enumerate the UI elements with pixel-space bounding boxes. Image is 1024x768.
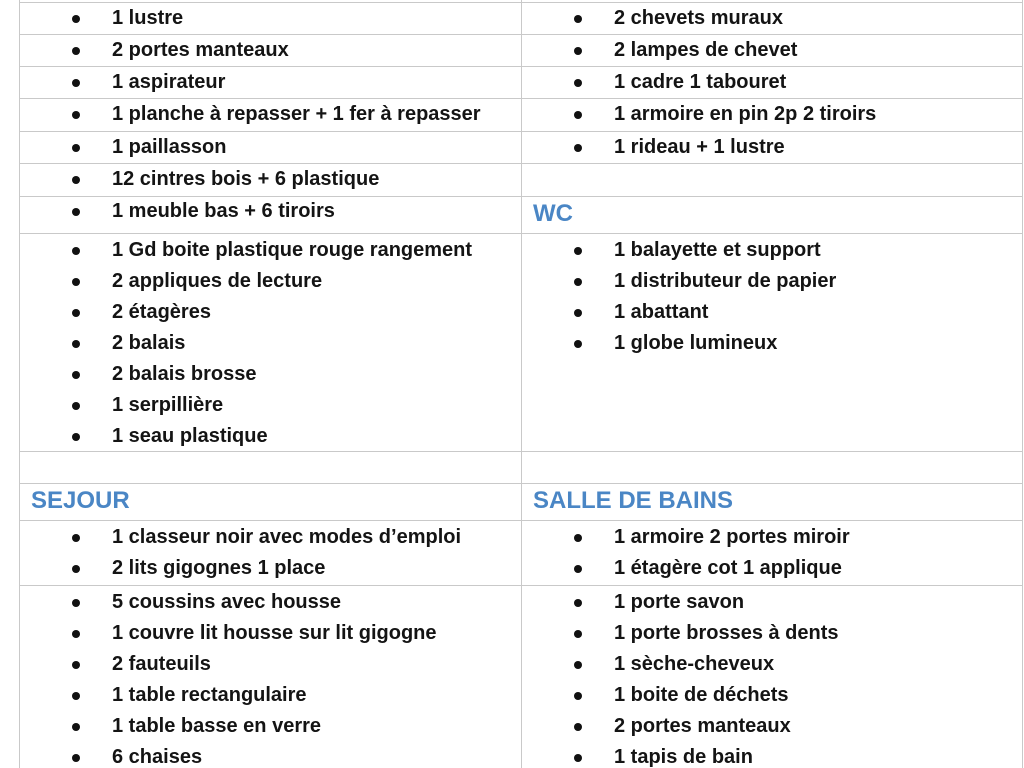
bullet-icon (72, 176, 80, 184)
section-heading-sejour: SEJOUR (31, 487, 130, 514)
sejour-list-a: 1 classeur noir avec modes d’emploi 2 lits gigognes 1 place (72, 522, 512, 584)
bullet-icon (72, 754, 80, 762)
bullet-icon (72, 309, 80, 317)
bullet-icon (574, 309, 582, 317)
bullet-icon (72, 111, 80, 119)
bullet-icon (72, 402, 80, 410)
table-border-left (19, 0, 20, 768)
table-border-right (1022, 0, 1023, 768)
left-block-2: 1 Gd boite plastique rouge rangement 2 appliques de lecture 2 étagères 2 balais 2 balais brosse 1 serpillière 1 seau plastique (72, 235, 512, 450)
section-heading-wc: WC (533, 200, 573, 227)
right-block-1: 2 chevets muraux 2 lampes de chevet 1 cadre 1 tabouret 1 armoire en pin 2p 2 tiroirs 1 rideau + 1 lustre (574, 3, 1014, 163)
bullet-icon (574, 723, 582, 731)
bullet-icon (574, 15, 582, 23)
bullet-icon (72, 692, 80, 700)
bullet-icon (574, 692, 582, 700)
bullet-icon (72, 433, 80, 441)
bullet-icon (72, 340, 80, 348)
bullet-icon (574, 340, 582, 348)
bullet-icon (574, 79, 582, 87)
bullet-icon (72, 599, 80, 607)
bullet-icon (72, 661, 80, 669)
bullet-icon (72, 278, 80, 286)
bullet-icon (574, 47, 582, 55)
salle-de-bains-list-a: 1 armoire 2 portes miroir 1 étagère cot 1 applique (574, 522, 1014, 584)
bullet-icon (72, 144, 80, 152)
bullet-icon (72, 534, 80, 542)
bullet-icon (72, 79, 80, 87)
bullet-icon (574, 247, 582, 255)
bullet-icon (72, 630, 80, 638)
bullet-icon (72, 723, 80, 731)
wc-list: 1 balayette et support 1 distributeur de papier 1 abattant 1 globe lumineux (574, 235, 1014, 365)
salle-de-bains-list-b: 1 porte savon 1 porte brosses à dents 1 sèche-cheveux 1 boite de déchets 2 portes manteaux 1 tapis de bain (574, 587, 1014, 768)
bullet-icon (574, 565, 582, 573)
bullet-icon (574, 534, 582, 542)
section-heading-salle-de-bains: SALLE DE BAINS (533, 487, 734, 514)
bullet-icon (72, 247, 80, 255)
bullet-icon (574, 754, 582, 762)
bullet-icon (72, 15, 80, 23)
bullet-icon (574, 278, 582, 286)
bullet-icon (574, 144, 582, 152)
bullet-icon (574, 661, 582, 669)
bullet-icon (574, 630, 582, 638)
bullet-icon (72, 47, 80, 55)
row-divider (19, 520, 1023, 521)
sejour-list-b: 5 coussins avec housse 1 couvre lit housse sur lit gigogne 2 fauteuils 1 table rectangulaire 1 table basse en verre 6 chaises (72, 587, 512, 768)
left-block-1: 1 lustre 2 portes manteaux 1 aspirateur 1 planche à repasser + 1 fer à repasser 1 paillasson 12 cintres bois + 6 plastique 1 meuble bas + 6 tiroirs (72, 3, 512, 228)
row-divider (19, 585, 1023, 586)
table-column-divider (521, 0, 522, 768)
bullet-icon (72, 565, 80, 573)
bullet-icon (72, 371, 80, 379)
bullet-icon (72, 208, 80, 216)
bullet-icon (574, 599, 582, 607)
row-divider (19, 483, 1023, 484)
row-divider (19, 233, 1023, 234)
bullet-icon (574, 111, 582, 119)
